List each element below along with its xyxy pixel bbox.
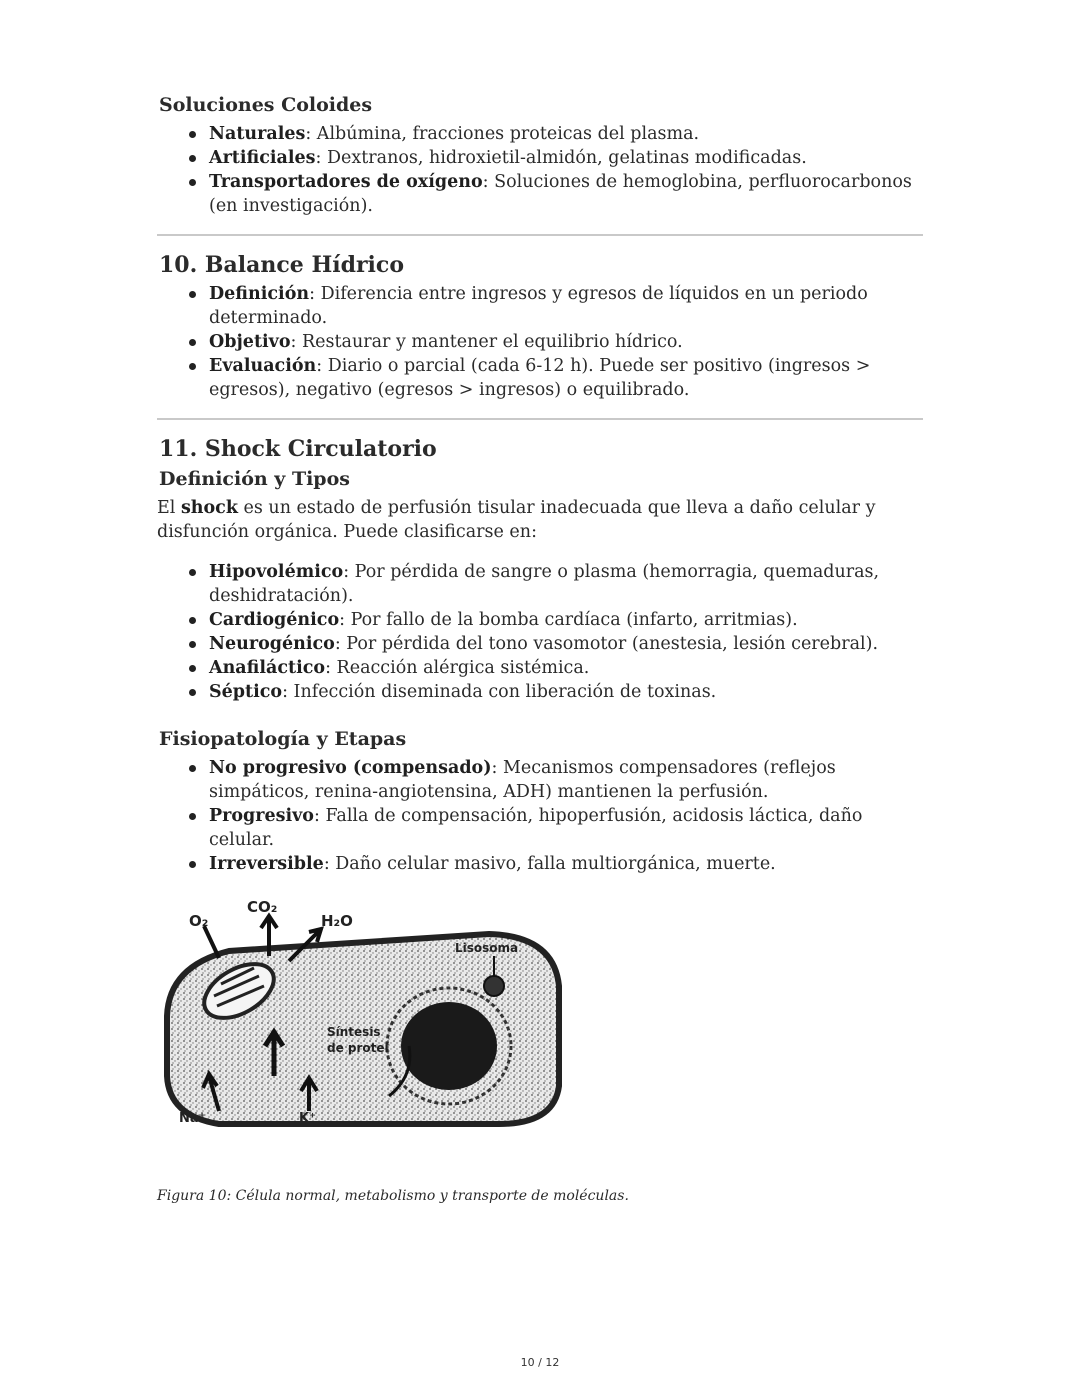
- document-page: [157, 92, 923, 1204]
- subheading-fisiopatologia: Fisiopatología y Etapas: [159, 728, 407, 750]
- list-item: Artificiales: Dextranos, hidroxietil-almidón, gelatinas modificadas.: [209, 146, 923, 170]
- shock-intro-paragraph: El shock es un estado de perfusión tisular inadecuada que lleva a daño celular y disfunción orgánica. Puede clasificarse en:: [157, 498, 876, 542]
- section-heading-shock: 11. Shock Circulatorio: [159, 436, 437, 462]
- list-item: Cardiogénico: Por fallo de la bomba cardíaca (infarto, arritmias).: [209, 608, 923, 632]
- list-item: Irreversible: Daño celular masivo, falla multiorgánica, muerte.: [209, 852, 923, 876]
- list-item: Objetivo: Restaurar y mantener el equilibrio hídrico.: [209, 330, 923, 354]
- list-item: Naturales: Albúmina, fracciones proteicas del plasma.: [209, 122, 923, 146]
- section-heading-coloides: Soluciones Coloides: [159, 94, 373, 116]
- list-item: Hipovolémico: Por pérdida de sangre o plasma (hemorragia, quemaduras, deshidratación).: [209, 560, 923, 608]
- label-k: K⁺: [299, 1111, 316, 1126]
- divider: [157, 234, 923, 236]
- list-item: Definición: Diferencia entre ingresos y egresos de líquidos en un periodo determinado.: [209, 282, 923, 330]
- subheading-definicion: Definición y Tipos: [159, 468, 350, 490]
- lysosome: [484, 976, 504, 996]
- list-item: Neurogénico: Por pérdida del tono vasomotor (anestesia, lesión cerebral).: [209, 632, 923, 656]
- list-item: Transportadores de oxígeno: Soluciones de hemoglobina, perfluorocarbonos (en investigación).: [209, 170, 923, 218]
- section-heading-balance: 10. Balance Hídrico: [159, 252, 404, 278]
- shock-tipos-list: [157, 560, 923, 704]
- label-sintesis: Síntesis: [327, 1025, 381, 1039]
- label-o2: O₂: [189, 912, 209, 930]
- list-item: Séptico: Infección diseminada con liberación de toxinas.: [209, 680, 923, 704]
- cell-figure: [159, 896, 569, 1136]
- divider: [157, 418, 923, 420]
- label-co2: CO₂: [247, 898, 278, 916]
- coloides-list: [157, 122, 923, 218]
- list-item: Progresivo: Falla de compensación, hipoperfusión, acidosis láctica, daño celular.: [209, 804, 923, 852]
- nucleus: [401, 1002, 497, 1090]
- arrow-o2: [204, 926, 219, 958]
- balance-list: [157, 282, 923, 402]
- list-item: Anafiláctico: Reacción alérgica sistémica.: [209, 656, 923, 680]
- label-h2o: H₂O: [321, 912, 353, 930]
- shock-etapas-list: [157, 756, 923, 876]
- page-number: 10 / 12: [520, 1356, 560, 1369]
- label-na: Na⁺: [179, 1111, 206, 1126]
- list-item: No progresivo (compensado): Mecanismos compensadores (reflejos simpáticos, renina-angiotensina, ADH) mantienen la perfusión.: [209, 756, 923, 804]
- figure-caption: Figura 10: Célula normal, metabolismo y transporte de moléculas.: [157, 1188, 629, 1204]
- label-lisosoma: Lisosoma: [455, 941, 519, 955]
- list-item: Evaluación: Diario o parcial (cada 6-12 h). Puede ser positivo (ingresos > egresos), negativo (egresos > ingresos) o equilibrado.: [209, 354, 923, 402]
- label-de-proteinas: de proteí: [327, 1041, 389, 1055]
